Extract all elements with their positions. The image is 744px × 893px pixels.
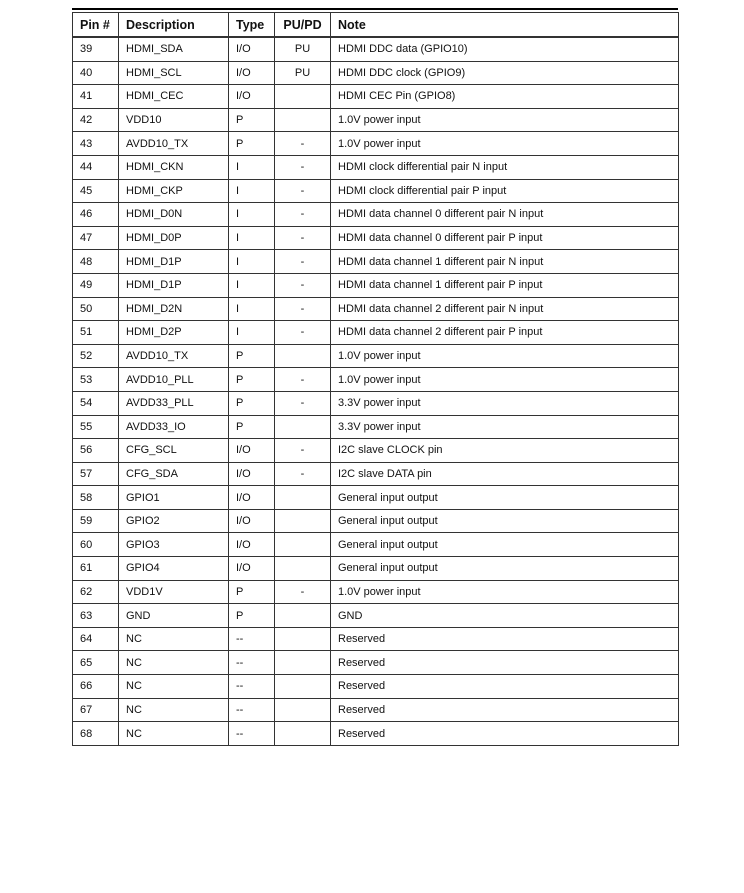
pin-cell: 51 (73, 321, 119, 345)
type-cell: I/O (229, 439, 275, 463)
header-type: Type (229, 13, 275, 38)
type-cell: P (229, 344, 275, 368)
pupd-cell: PU (275, 37, 331, 61)
note-cell: General input output (331, 509, 679, 533)
table-row (73, 415, 679, 439)
pupd-cell: - (275, 179, 331, 203)
pin-cell: 68 (73, 722, 119, 746)
description-cell: AVDD10_PLL (119, 368, 229, 392)
pupd-cell: - (275, 155, 331, 179)
description-cell: GPIO2 (119, 509, 229, 533)
description-cell: GND (119, 604, 229, 628)
table-row (73, 203, 679, 227)
note-cell: GND (331, 604, 679, 628)
type-cell: -- (229, 651, 275, 675)
pin-table (72, 12, 679, 746)
pupd-cell: - (275, 391, 331, 415)
table-row (73, 368, 679, 392)
pupd-cell (275, 486, 331, 510)
note-cell: General input output (331, 557, 679, 581)
note-cell: 1.0V power input (331, 108, 679, 132)
pupd-cell: PU (275, 61, 331, 85)
pin-cell: 54 (73, 391, 119, 415)
pin-cell: 47 (73, 226, 119, 250)
header-note: Note (331, 13, 679, 38)
table-row (73, 557, 679, 581)
note-cell: General input output (331, 486, 679, 510)
pupd-cell (275, 509, 331, 533)
pupd-cell: - (275, 462, 331, 486)
note-cell: 1.0V power input (331, 344, 679, 368)
pupd-cell: - (275, 273, 331, 297)
table-row (73, 509, 679, 533)
table-row (73, 85, 679, 109)
type-cell: -- (229, 627, 275, 651)
description-cell: HDMI_D0P (119, 226, 229, 250)
description-cell: HDMI_CEC (119, 85, 229, 109)
pupd-cell (275, 604, 331, 628)
type-cell: P (229, 368, 275, 392)
pupd-cell (275, 344, 331, 368)
pin-cell: 40 (73, 61, 119, 85)
description-cell: VDD1V (119, 580, 229, 604)
type-cell: P (229, 580, 275, 604)
table-row (73, 250, 679, 274)
pin-cell: 48 (73, 250, 119, 274)
header-row (73, 13, 679, 38)
type-cell: -- (229, 698, 275, 722)
pin-cell: 43 (73, 132, 119, 156)
note-cell: 3.3V power input (331, 391, 679, 415)
note-cell: HDMI clock differential pair P input (331, 179, 679, 203)
pupd-cell: - (275, 368, 331, 392)
description-cell: NC (119, 675, 229, 699)
pin-cell: 50 (73, 297, 119, 321)
note-cell: 1.0V power input (331, 580, 679, 604)
description-cell: GPIO1 (119, 486, 229, 510)
description-cell: HDMI_D1P (119, 273, 229, 297)
description-cell: HDMI_CKP (119, 179, 229, 203)
pupd-cell (275, 722, 331, 746)
note-cell: Reserved (331, 722, 679, 746)
description-cell: CFG_SDA (119, 462, 229, 486)
note-cell: General input output (331, 533, 679, 557)
table-row (73, 273, 679, 297)
type-cell: I/O (229, 61, 275, 85)
table-row (73, 344, 679, 368)
note-cell: 1.0V power input (331, 132, 679, 156)
pin-cell: 59 (73, 509, 119, 533)
pin-cell: 41 (73, 85, 119, 109)
pin-cell: 67 (73, 698, 119, 722)
pin-cell: 45 (73, 179, 119, 203)
header-pupd: PU/PD (275, 13, 331, 38)
description-cell: AVDD10_TX (119, 344, 229, 368)
pin-cell: 57 (73, 462, 119, 486)
table-row (73, 722, 679, 746)
note-cell: I2C slave CLOCK pin (331, 439, 679, 463)
pupd-cell: - (275, 439, 331, 463)
table-row (73, 580, 679, 604)
type-cell: I/O (229, 533, 275, 557)
pupd-cell (275, 85, 331, 109)
pupd-cell (275, 651, 331, 675)
table-row (73, 486, 679, 510)
description-cell: NC (119, 698, 229, 722)
table-row (73, 61, 679, 85)
table-row (73, 462, 679, 486)
type-cell: I (229, 203, 275, 227)
pin-cell: 49 (73, 273, 119, 297)
table-row (73, 604, 679, 628)
pupd-cell: - (275, 226, 331, 250)
pin-cell: 56 (73, 439, 119, 463)
pin-cell: 62 (73, 580, 119, 604)
type-cell: I (229, 155, 275, 179)
description-cell: HDMI_D1P (119, 250, 229, 274)
note-cell: 1.0V power input (331, 368, 679, 392)
type-cell: I/O (229, 462, 275, 486)
pin-cell: 53 (73, 368, 119, 392)
type-cell: P (229, 604, 275, 628)
type-cell: I (229, 226, 275, 250)
note-cell: HDMI data channel 2 different pair N input (331, 297, 679, 321)
pupd-cell: - (275, 321, 331, 345)
note-cell: HDMI DDC data (GPIO10) (331, 37, 679, 61)
table-row (73, 439, 679, 463)
type-cell: P (229, 415, 275, 439)
type-cell: P (229, 391, 275, 415)
pupd-cell (275, 698, 331, 722)
description-cell: AVDD33_IO (119, 415, 229, 439)
pupd-cell (275, 533, 331, 557)
table-row (73, 132, 679, 156)
pin-cell: 46 (73, 203, 119, 227)
description-cell: HDMI_CKN (119, 155, 229, 179)
type-cell: I/O (229, 85, 275, 109)
description-cell: HDMI_SDA (119, 37, 229, 61)
description-cell: GPIO3 (119, 533, 229, 557)
description-cell: AVDD10_TX (119, 132, 229, 156)
note-cell: HDMI data channel 0 different pair N input (331, 203, 679, 227)
type-cell: I/O (229, 557, 275, 581)
type-cell: I (229, 250, 275, 274)
pin-cell: 66 (73, 675, 119, 699)
note-cell: HDMI data channel 1 different pair P input (331, 273, 679, 297)
type-cell: I (229, 179, 275, 203)
note-cell: Reserved (331, 627, 679, 651)
table-row (73, 391, 679, 415)
pin-cell: 64 (73, 627, 119, 651)
header-pin: Pin # (73, 13, 119, 38)
header-description: Description (119, 13, 229, 38)
description-cell: HDMI_SCL (119, 61, 229, 85)
pupd-cell (275, 675, 331, 699)
description-cell: HDMI_D0N (119, 203, 229, 227)
pupd-cell: - (275, 203, 331, 227)
table-top-rule (72, 8, 678, 10)
pupd-cell (275, 557, 331, 581)
note-cell: HDMI clock differential pair N input (331, 155, 679, 179)
type-cell: -- (229, 675, 275, 699)
table-row (73, 179, 679, 203)
table-body (73, 37, 679, 745)
pupd-cell: - (275, 250, 331, 274)
table-row (73, 651, 679, 675)
pupd-cell (275, 108, 331, 132)
description-cell: NC (119, 722, 229, 746)
table-row (73, 37, 679, 61)
table-row (73, 627, 679, 651)
pin-cell: 61 (73, 557, 119, 581)
pupd-cell: - (275, 297, 331, 321)
pupd-cell (275, 415, 331, 439)
table-row (73, 675, 679, 699)
description-cell: GPIO4 (119, 557, 229, 581)
description-cell: VDD10 (119, 108, 229, 132)
type-cell: P (229, 132, 275, 156)
description-cell: AVDD33_PLL (119, 391, 229, 415)
note-cell: HDMI data channel 0 different pair P input (331, 226, 679, 250)
note-cell: Reserved (331, 675, 679, 699)
table-row (73, 108, 679, 132)
type-cell: I (229, 273, 275, 297)
table-row (73, 321, 679, 345)
pin-cell: 65 (73, 651, 119, 675)
pupd-cell: - (275, 132, 331, 156)
table-header (73, 13, 679, 38)
pin-cell: 55 (73, 415, 119, 439)
table-row (73, 155, 679, 179)
type-cell: -- (229, 722, 275, 746)
pin-cell: 60 (73, 533, 119, 557)
type-cell: I/O (229, 486, 275, 510)
pin-cell: 44 (73, 155, 119, 179)
description-cell: NC (119, 651, 229, 675)
description-cell: NC (119, 627, 229, 651)
description-cell: CFG_SCL (119, 439, 229, 463)
pupd-cell: - (275, 580, 331, 604)
note-cell: I2C slave DATA pin (331, 462, 679, 486)
type-cell: I/O (229, 37, 275, 61)
table-row (73, 226, 679, 250)
pupd-cell (275, 627, 331, 651)
type-cell: I (229, 321, 275, 345)
note-cell: HDMI data channel 1 different pair N input (331, 250, 679, 274)
note-cell: HDMI DDC clock (GPIO9) (331, 61, 679, 85)
note-cell: HDMI data channel 2 different pair P input (331, 321, 679, 345)
pin-cell: 58 (73, 486, 119, 510)
type-cell: P (229, 108, 275, 132)
table-row (73, 297, 679, 321)
type-cell: I (229, 297, 275, 321)
pin-cell: 63 (73, 604, 119, 628)
pin-cell: 42 (73, 108, 119, 132)
pin-cell: 39 (73, 37, 119, 61)
note-cell: HDMI CEC Pin (GPIO8) (331, 85, 679, 109)
note-cell: Reserved (331, 651, 679, 675)
pin-cell: 52 (73, 344, 119, 368)
type-cell: I/O (229, 509, 275, 533)
note-cell: 3.3V power input (331, 415, 679, 439)
table-row (73, 533, 679, 557)
description-cell: HDMI_D2N (119, 297, 229, 321)
table-row (73, 698, 679, 722)
description-cell: HDMI_D2P (119, 321, 229, 345)
note-cell: Reserved (331, 698, 679, 722)
